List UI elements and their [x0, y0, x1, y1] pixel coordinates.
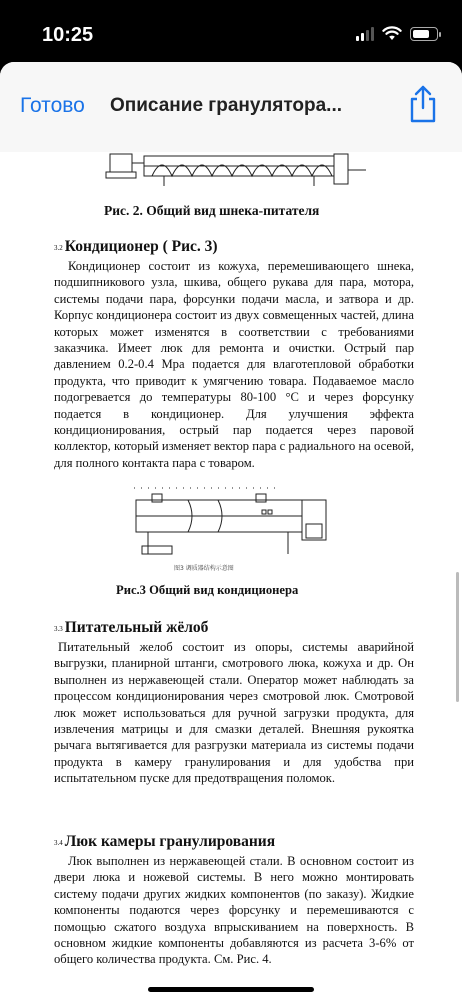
signal-icon — [356, 27, 374, 41]
section-title: Кондиционер ( Рис. 3) — [64, 238, 218, 255]
document-sheet — [0, 62, 462, 1000]
conditioner-drawing — [128, 484, 330, 576]
document-title: Описание гранулятора... — [110, 95, 343, 116]
share-icon[interactable] — [406, 84, 440, 124]
section-3-4-heading — [54, 833, 275, 851]
figure-3-label: 图3 调质器结构示意图 — [174, 565, 234, 572]
wifi-icon — [382, 26, 402, 41]
battery-icon — [410, 27, 438, 41]
section-3-2-text: Кондиционер состоит из кожуха, перемешивающего шнека, подшипникового узла, шкива, общего рукава для пара, мотора, системы подачи пара, форсунки подачи масла, и затвора и др. Корпус кондиционера состоит из двух совмещенных частей, длина которых может изменятся в соответствии с требованиями заказчика. Имеет люк для ремонта и очистки. Острый пар давлением 0.2-0.4 Mpa подается для влаготепловой обработки продукта, что приводит к умягчению товара. Подаваемое масло подогревается до температуры 80-100 °C и через форсунку подается в кондиционер. Для улучшения эффекта кондиционирования, острый пар подается через паровой коллектор, который изменяет вектор пара с радиального на осевой, для полного контакта пара с товаром. — [54, 259, 414, 470]
section-3-2-heading — [54, 238, 218, 256]
status-bar — [0, 0, 462, 62]
section-number: 3.4 — [54, 839, 63, 847]
figure-3-caption: Рис.3 Общий вид кондиционера — [116, 583, 299, 597]
section-number: 3.2 — [54, 244, 63, 252]
section-number: 3.3 — [54, 625, 63, 633]
figure-2-caption: Рис. 2. Общий вид шнека-питателя — [104, 203, 320, 218]
section-title: Люк камеры гранулирования — [64, 833, 276, 850]
screw-feeder-drawing — [104, 152, 374, 194]
home-indicator[interactable] — [148, 987, 314, 992]
section-title: Питательный жёлоб — [64, 619, 209, 636]
nav-bar — [0, 62, 462, 152]
status-time: 10:25 — [42, 24, 94, 46]
section-3-4-text: Люк выполнен из нержавеющей стали. В основном состоит из двери люка и ножевой системы. В него можно монтировать систему подачи других жидких компонентов (по заказу). Жидкие компоненты подаются через форсунку и перемешиваются с помощью сжатого воздуха впрыскиванием на поверхность. В основном жидкие компоненты добавляются из расчета 3-6% от общего количества продукта. См. Рис. 4. — [54, 854, 414, 967]
status-icons — [356, 26, 438, 41]
done-button[interactable]: Готово — [20, 94, 85, 117]
scroll-indicator[interactable] — [456, 572, 459, 702]
section-3-3-text: Питательный желоб состоит из опоры, системы аварийной выгрузки, планирной штанги, смотрового люка, кожуха и др. Он выполнен из нержавеющей стали. Оператор может наблюдать за процессом кондиционирования через смотровой люк. Смотровой люк может использоваться для ручной загрузки продукта, для извлечения матрицы и для смазки деталей. Внешняя рукоятка рычага вытягивается для разгрузки материала из системы подачи продукта в камеру гранулирования и для удобства при испытательном пуске для предотвращения поломок. — [54, 640, 414, 786]
section-3-3-heading — [54, 619, 208, 637]
document-page — [0, 152, 462, 1000]
